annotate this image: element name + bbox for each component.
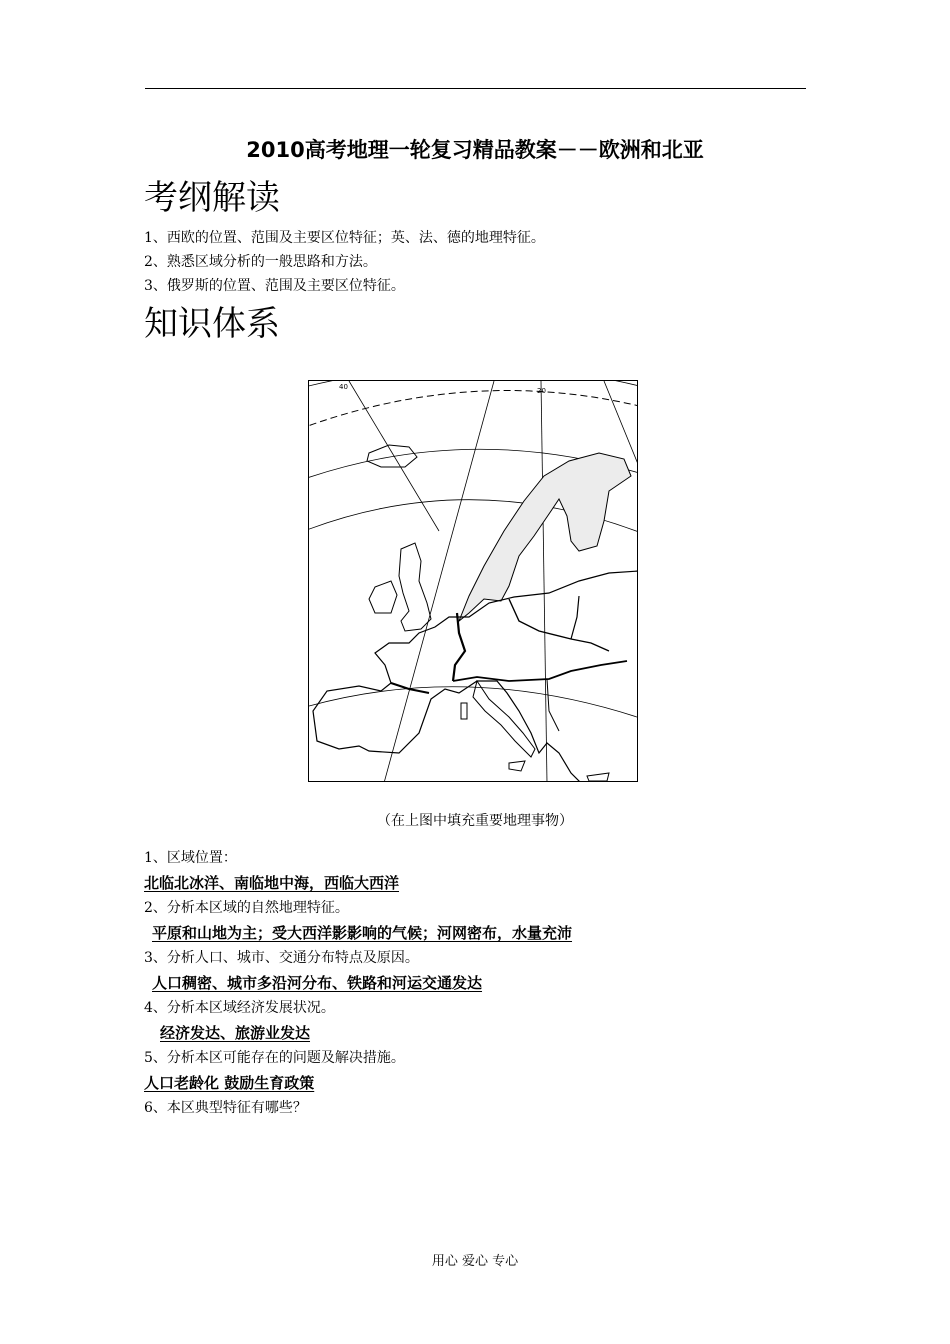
britain-outline bbox=[399, 543, 431, 631]
section-heading-syllabus: 考纲解读 bbox=[144, 178, 280, 218]
meridian-line bbox=[541, 381, 547, 782]
syllabus-item: 2、熟悉区域分析的一般思路和方法。 bbox=[144, 254, 377, 270]
border-eastern bbox=[571, 596, 579, 639]
border-france-germany bbox=[453, 613, 465, 681]
map-label: 40 bbox=[339, 383, 348, 391]
answer-2: 平原和山地为主；受大西洋影影响的气候；河网密布，水量充沛 bbox=[152, 924, 573, 942]
header-rule bbox=[145, 88, 806, 89]
iceland-outline bbox=[367, 445, 417, 467]
question-5: 5、分析本区可能存在的问题及解决措施。 bbox=[144, 1050, 405, 1066]
answer-5: 人口老龄化 鼓励生育政策 bbox=[144, 1074, 315, 1092]
italy-outline bbox=[473, 681, 535, 757]
latitude-line bbox=[309, 381, 638, 391]
answer-1: 北临北冰洋、南临地中海，西临大西洋 bbox=[144, 874, 400, 892]
question-1: 1、区域位置： bbox=[144, 850, 237, 866]
crete-outline bbox=[587, 773, 609, 781]
corsica-outline bbox=[461, 703, 467, 719]
map-caption: （在上图中填充重要地理事物） bbox=[377, 813, 573, 829]
question-4: 4、分析本区域经济发展状况。 bbox=[144, 1000, 335, 1016]
europe-outline-map bbox=[308, 380, 638, 782]
section-heading-knowledge: 知识体系 bbox=[144, 304, 280, 344]
meridian-line bbox=[349, 381, 439, 531]
answer-4: 经济发达、旅游业发达 bbox=[160, 1024, 311, 1042]
question-3: 3、分析人口、城市、交通分布特点及原因。 bbox=[144, 950, 419, 966]
border-balkans bbox=[547, 679, 559, 731]
question-6: 6、本区典型特征有哪些？ bbox=[144, 1100, 307, 1116]
answer-3: 人口稠密、城市多沿河分布、铁路和河运交通发达 bbox=[152, 974, 483, 992]
question-2: 2、分析本区域的自然地理特征。 bbox=[144, 900, 349, 916]
map-label: 20 bbox=[537, 387, 546, 395]
scandinavia-outline bbox=[459, 453, 631, 621]
syllabus-item: 1、西欧的位置、范围及主要区位特征；英、法、德的地理特征。 bbox=[144, 230, 545, 246]
document-title: 2010高考地理一轮复习精品教案－－欧洲和北亚 bbox=[246, 138, 704, 162]
border-baltic bbox=[509, 599, 609, 651]
border-alps-danube bbox=[453, 661, 627, 681]
ireland-outline bbox=[369, 581, 397, 613]
sicily-outline bbox=[509, 761, 525, 771]
page-footer: 用心 爱心 专心 bbox=[431, 1254, 519, 1269]
latitude-line bbox=[309, 687, 638, 721]
syllabus-item: 3、俄罗斯的位置、范围及主要区位特征。 bbox=[144, 278, 405, 294]
